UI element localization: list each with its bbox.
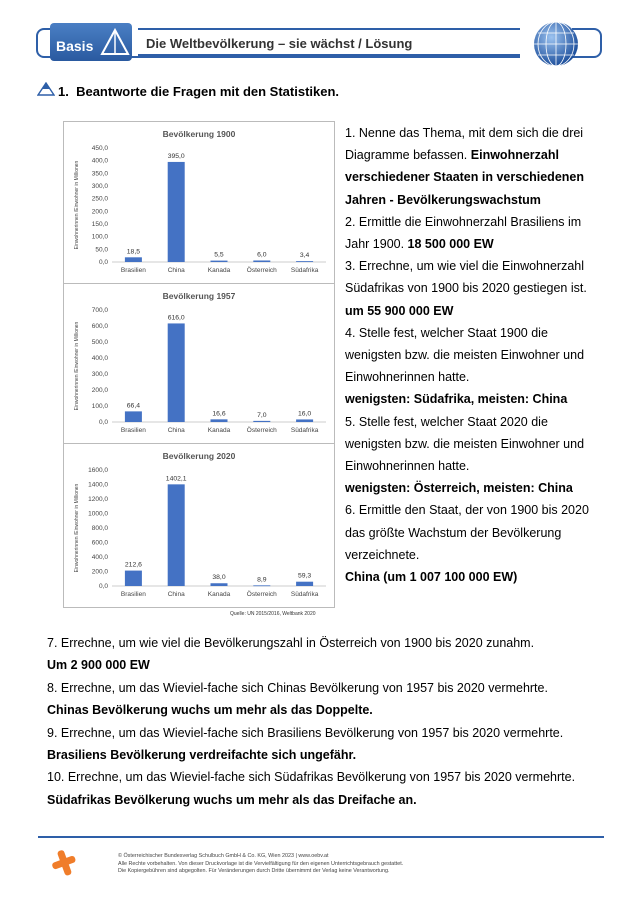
question-6: 6. Ermittle den Staat, der von 1900 bis 2020 das größte Wachstum der Bevölkerung verzeichnete. China (um 1 007 100 000 EW) <box>345 503 589 585</box>
question-4: 4. Stelle fest, welcher Staat 1900 die wenigsten bzw. die meisten Einwohner und Einwohnerinnen hatte. wenigsten: Südafrika, meisten: China <box>345 325 585 407</box>
publisher-logo-icon <box>50 848 78 878</box>
y-tick-label: 300,0 <box>91 371 108 378</box>
y-tick-label: 700,0 <box>91 307 108 314</box>
data-label: 59,3 <box>297 572 312 580</box>
y-tick-label: 0,0 <box>98 583 108 590</box>
y-tick-label: 200,0 <box>91 568 108 576</box>
footer-text: © Österreichischer Bundesverlag Schulbuch GmbH & Co. KG, Wien 2023 | www.oebv.at Alle Rechte vorbehalten. Von dieser Druckvorlage ist die Vervielfältigung für den eigenen Unterrichtsgebrauch gestattet. Die Kopiergebühren sind abgegolten. Für Veränderungen durch Dritte übernimmt der Verlag keine Verantwortung. <box>118 853 404 874</box>
y-tick-label: 400,0 <box>91 355 108 362</box>
y-tick-label: 1000,0 <box>88 510 108 518</box>
bar <box>211 261 228 262</box>
x-tick-label: Kanada <box>207 267 231 274</box>
chart-source: Quelle: UN 2015/2016, Weltbank 2020 <box>230 611 316 617</box>
bar <box>125 257 142 262</box>
y-tick-label: 1200,0 <box>88 496 108 503</box>
questions-bottom <box>47 632 617 811</box>
y-tick-label: 100,0 <box>91 403 108 410</box>
answer-9: Brasiliens Bevölkerung verdreifachte sich ungefähr. <box>47 748 357 763</box>
chart-title: Bevölkerung 2020 <box>162 451 236 461</box>
y-tick-label: 250,0 <box>91 195 108 203</box>
globe-icon <box>532 20 580 68</box>
task-heading: 1. Beantworte die Fragen mit den Statistiken. <box>58 84 340 99</box>
y-tick-label: 350,0 <box>91 170 108 178</box>
x-tick-label: China <box>167 427 185 434</box>
bar <box>168 162 185 262</box>
question-5: 5. Stelle fest, welcher Staat 2020 die wenigsten bzw. die meisten Einwohner und Einwohnerinnen hatte. wenigsten: Österreich, meisten: China <box>345 414 585 496</box>
y-tick-label: 0,0 <box>98 259 108 266</box>
chart-2020 <box>64 444 334 608</box>
data-label: 1402,1 <box>165 475 187 483</box>
task-level-icon <box>37 82 55 96</box>
data-label: 6,0 <box>257 251 267 259</box>
data-label: 16,6 <box>212 410 226 418</box>
x-tick-label: Südafrika <box>290 591 319 598</box>
x-tick-label: Südafrika <box>290 267 319 274</box>
y-tick-label: 50,0 <box>95 246 108 254</box>
question-1: 1. Nenne das Thema, mit dem sich die drei Diagramme befassen. Einwohnerzahl verschiedener Staaten in verschiedenen Jahren - Bevölkerungswachstum <box>345 126 584 207</box>
y-tick-label: 300,0 <box>91 183 108 190</box>
bar <box>125 411 142 422</box>
bar <box>168 484 185 586</box>
x-tick-label: Kanada <box>207 427 231 434</box>
logo-text: Basis <box>56 38 94 54</box>
x-tick-label: Brasilien <box>120 427 146 434</box>
y-tick-label: 600,0 <box>91 539 108 547</box>
question-10: 10. Errechne, um das Wieviel-fache sich Südafrikas Bevölkerung von 1957 bis 2020 vermehrte. <box>47 770 576 785</box>
bar <box>296 419 313 422</box>
x-tick-label: Österreich <box>246 267 277 274</box>
x-tick-label: Südafrika <box>290 427 319 434</box>
x-tick-label: China <box>167 591 185 598</box>
answer-7: Um 2 900 000 EW <box>47 658 150 673</box>
page-title: Die Weltbevölkerung – sie wächst / Lösung <box>146 36 413 51</box>
data-label: 5,5 <box>214 251 224 259</box>
charts-panel <box>63 121 335 608</box>
data-label: 3,4 <box>299 252 310 260</box>
bar <box>211 583 228 586</box>
bar <box>296 582 313 586</box>
bar <box>296 261 313 262</box>
chart-title: Bevölkerung 1900 <box>162 129 236 139</box>
bar <box>253 260 270 262</box>
chart-1900 <box>64 122 334 284</box>
data-label: 8,9 <box>257 576 267 584</box>
chart-1957 <box>64 284 334 444</box>
question-7: 7. Errechne, um wie viel die Bevölkerungszahl in Österreich von 1900 bis 2020 zunahm. <box>47 636 535 650</box>
chart-title: Bevölkerung 1957 <box>162 291 236 301</box>
bar <box>125 571 142 586</box>
y-tick-label: 200,0 <box>91 208 108 216</box>
x-tick-label: Brasilien <box>120 267 146 274</box>
y-tick-label: 0,0 <box>98 419 108 426</box>
data-label: 616,0 <box>167 314 185 322</box>
question-2: 2. Ermittle die Einwohnerzahl Brasiliens im Jahr 1900. 18 500 000 EW <box>345 214 582 252</box>
question-3: 3. Errechne, um wie viel die Einwohnerzahl Südafrikas von 1900 bis 2020 gestiegen ist. um 55 900 000 EW <box>345 259 587 318</box>
y-tick-label: 400,0 <box>91 554 108 561</box>
y-tick-label: 800,0 <box>91 525 108 532</box>
x-tick-label: Österreich <box>246 427 277 434</box>
y-tick-label: 450,0 <box>91 145 108 152</box>
question-8: 8. Errechne, um das Wieviel-fache sich Chinas Bevölkerung von 1957 bis 2020 vermehrte. <box>47 680 548 695</box>
y-tick-label: 500,0 <box>91 339 108 346</box>
y-tick-label: 200,0 <box>91 387 108 394</box>
data-label: 66,4 <box>126 402 141 410</box>
questions-right <box>345 122 607 588</box>
x-tick-label: Österreich <box>246 591 277 598</box>
x-tick-label: China <box>167 267 185 274</box>
data-label: 16,0 <box>297 410 312 418</box>
data-label: 395,0 <box>167 152 185 160</box>
y-axis-label: Einwohnerinnen /Einwohner in Millionen <box>74 483 80 573</box>
bar <box>211 419 228 422</box>
triangle-logo-icon <box>100 27 130 57</box>
y-axis-label: Einwohnerinnen /Einwohner in Millionen <box>74 160 80 250</box>
bar <box>168 323 185 422</box>
x-tick-label: Kanada <box>207 591 231 598</box>
data-label: 38,0 <box>212 574 226 582</box>
question-9: 9. Errechne, um das Wieviel-fache sich Brasiliens Bevölkerung von 1957 bis 2020 vermehrte. <box>47 725 564 740</box>
bar <box>253 421 270 422</box>
y-tick-label: 600,0 <box>91 323 108 330</box>
y-axis-label: Einwohnerinnen /Einwohner in Millionen <box>74 321 80 411</box>
y-tick-label: 100,0 <box>91 233 108 241</box>
answer-10: Südafrikas Bevölkerung wuchs um mehr als das Dreifache an. <box>47 792 417 807</box>
bar <box>253 585 270 586</box>
data-label: 212,6 <box>124 561 142 569</box>
data-label: 18,5 <box>126 248 141 256</box>
x-tick-label: Brasilien <box>120 591 146 598</box>
y-tick-label: 400,0 <box>91 157 108 165</box>
data-label: 7,0 <box>257 411 267 419</box>
y-tick-label: 1400,0 <box>88 481 108 489</box>
y-tick-label: 1600,0 <box>88 467 108 474</box>
y-tick-label: 150,0 <box>91 221 108 228</box>
answer-8: Chinas Bevölkerung wuchs um mehr als das Doppelte. <box>47 703 373 718</box>
